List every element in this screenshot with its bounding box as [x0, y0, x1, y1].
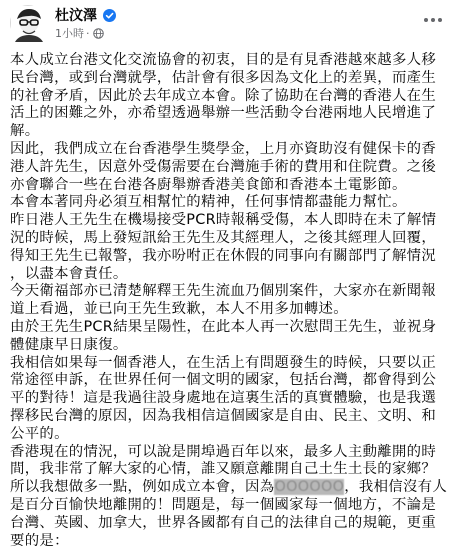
globe-icon[interactable]	[93, 28, 104, 39]
meta-separator: ·	[86, 27, 90, 40]
avatar-portrait-icon	[11, 6, 47, 42]
post-paragraph-final	[10, 444, 450, 550]
post-paragraph: 今天衛福部亦已清楚解釋王先生流血乃個別案件，大家亦在新聞報道上看過，並已向王先生致歉，本人不用多加轉述。	[10, 283, 437, 318]
post-paragraph-part: ，我相信沒有人是百分百愉快地離開的！問題是，每一個國家每一個地方，不論是台灣、英國、加拿大，世界各國都有自己的法律自己的規範，更重要的是：	[10, 479, 448, 549]
more-dot-icon	[438, 18, 442, 22]
author-name[interactable]: 杜汶澤	[55, 8, 97, 24]
more-options-button[interactable]	[420, 7, 446, 33]
post-timestamp[interactable]: 1小時	[55, 27, 84, 40]
avatar[interactable]	[10, 5, 46, 41]
redacted-text: OOOOOO	[274, 479, 345, 496]
post-meta	[55, 26, 104, 41]
verified-badge-icon	[103, 9, 116, 22]
post-header	[10, 5, 450, 41]
post-paragraph-part: 香港現在的情況，可以說是開埠過百年以來，最多人主動離開的時間，我非常了解大家的心情，誰又願意離開自己土生土長的家鄉？所以我想做多一點，例如成立本會，因為	[10, 443, 437, 496]
post-paragraph: 本人成立台港文化交流協會的初衷，目的是有見香港越來越多人移民台灣，或到台灣就學，估計會有很多因為文化上的差異，而產生的社會矛盾，因此於去年成立本會。除了協助在台灣的香港人在生活上的困難之外，亦希望透過舉辦一些活動令台港兩地人民增進了解。	[10, 52, 437, 140]
post-paragraph: 由於王先生PCR結果呈陽性，在此本人再一次慰問王先生，並祝身體健康早日康復。	[10, 318, 437, 353]
post-paragraph: 因此，我們成立在台香港學生獎學金，上月亦資助沒有健保卡的香港人許先生，因意外受傷需要在台灣施手術的費用和住院費。之後亦會聯合一些在台港各廚舉辦香港美食節和香港本土電影節。	[10, 140, 437, 193]
post-paragraph: 昨日港人王先生在機場接受PCR時報稱受傷，本人即時在未了解情況的時候，馬上發短訊給王先生及其經理人，之後其經理人回覆，得知王先生已報警，我亦吩咐正在休假的同事向有關部門了解情況，以盡本會責任。	[10, 212, 437, 282]
more-dot-icon	[431, 18, 435, 22]
post-paragraph: 本會本著同舟必須互相幫忙的精神，任何事情都盡能力幫忙。	[10, 194, 407, 211]
post-paragraph: 我相信如果每一個香港人，在生活上有問題發生的時候，只要以正常途徑申訴，在世界任何一個文明的國家，包括台灣，都會得到公平的對待！這是我過往設身處地在這裏生活的真實體驗，也是我選擇移民台灣的原因，因為我相信這個國家是自由、民主、文明、和公平的。	[10, 354, 437, 442]
post-body	[10, 52, 450, 550]
more-dot-icon	[424, 18, 428, 22]
